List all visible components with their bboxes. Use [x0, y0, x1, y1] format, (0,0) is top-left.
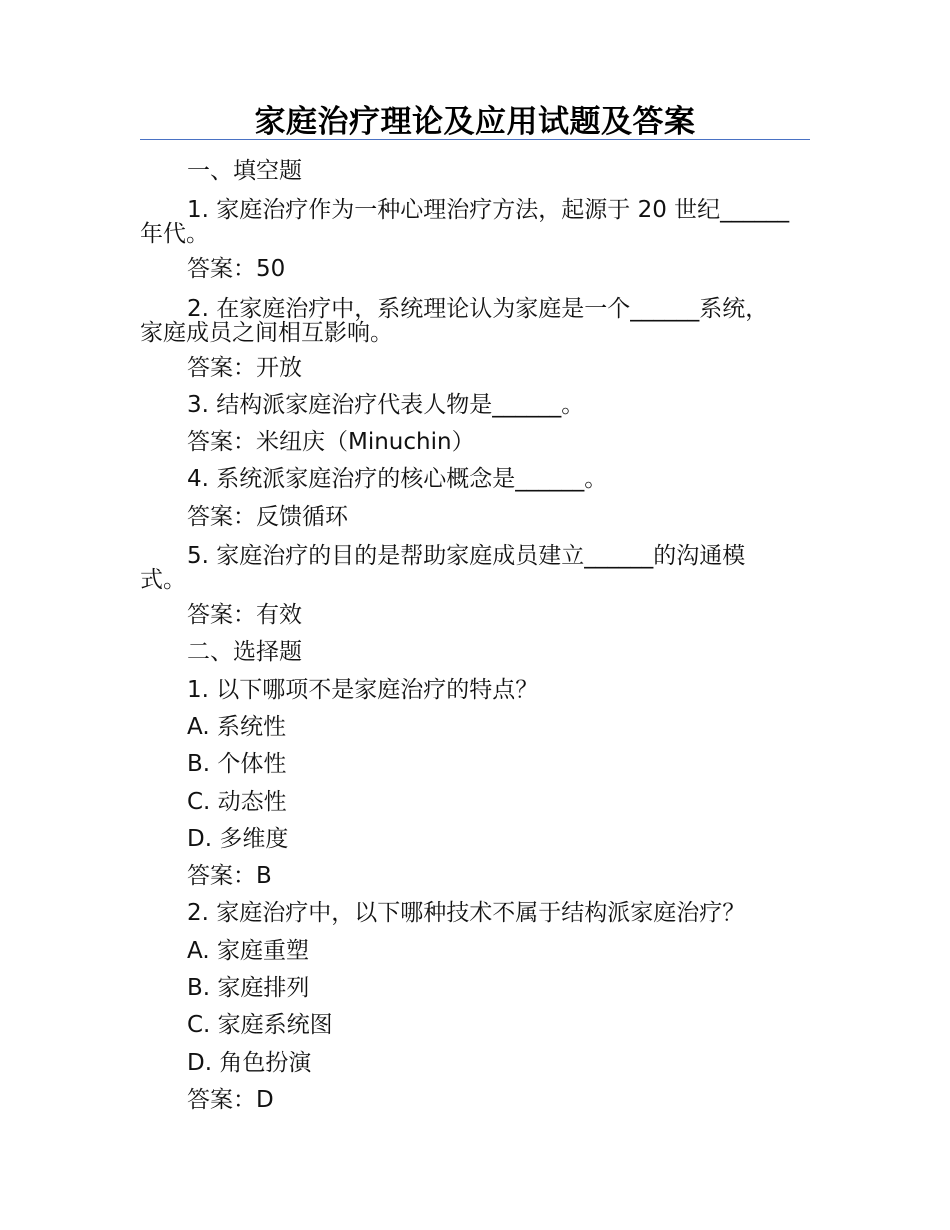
option-text: D. 角色扮演: [187, 1049, 312, 1076]
answer-text: 答案：开放: [187, 354, 302, 381]
question-text: 5. 家庭治疗的目的是帮助家庭成员建立______的沟通模式。: [140, 543, 746, 594]
option-text: C. 家庭系统图: [187, 1012, 333, 1039]
answer-text: 答案：B: [187, 863, 272, 890]
answer-text: 答案：D: [187, 1086, 274, 1113]
question-text: 1. 以下哪项不是家庭治疗的特点？: [187, 676, 539, 703]
answer-text: 答案：反馈循环: [187, 503, 348, 530]
answer-text: 答案：有效: [187, 602, 302, 629]
option-text: A. 系统性: [187, 713, 286, 740]
section-heading-multiple-choice: 二、选择题: [187, 639, 302, 666]
document-body: [140, 153, 790, 1119]
question-text: 2. 在家庭治疗中，系统理论认为家庭是一个______系统，家庭成员之间相互影响。: [140, 295, 769, 346]
option-text: B. 家庭排列: [187, 975, 310, 1002]
question-text: 1. 家庭治疗作为一种心理治疗方法，起源于 20 世纪______年代。: [140, 197, 790, 248]
document-title: 家庭治疗理论及应用试题及答案: [254, 104, 696, 140]
question-text: 2. 家庭治疗中，以下哪种技术不属于结构派家庭治疗？: [187, 900, 746, 927]
option-text: A. 家庭重塑: [187, 937, 309, 964]
option-text: D. 多维度: [187, 825, 289, 852]
option-text: B. 个体性: [187, 751, 287, 778]
title-underline: [140, 139, 810, 140]
answer-text: 答案：50: [187, 256, 286, 283]
question-text: 3. 结构派家庭治疗代表人物是______。: [187, 391, 585, 418]
option-text: C. 动态性: [187, 788, 287, 815]
section-heading-fill-blank: 一、填空题: [187, 158, 302, 184]
answer-text: 答案：米纽庆（Minuchin）: [187, 429, 475, 456]
question-text: 4. 系统派家庭治疗的核心概念是______。: [187, 466, 608, 493]
